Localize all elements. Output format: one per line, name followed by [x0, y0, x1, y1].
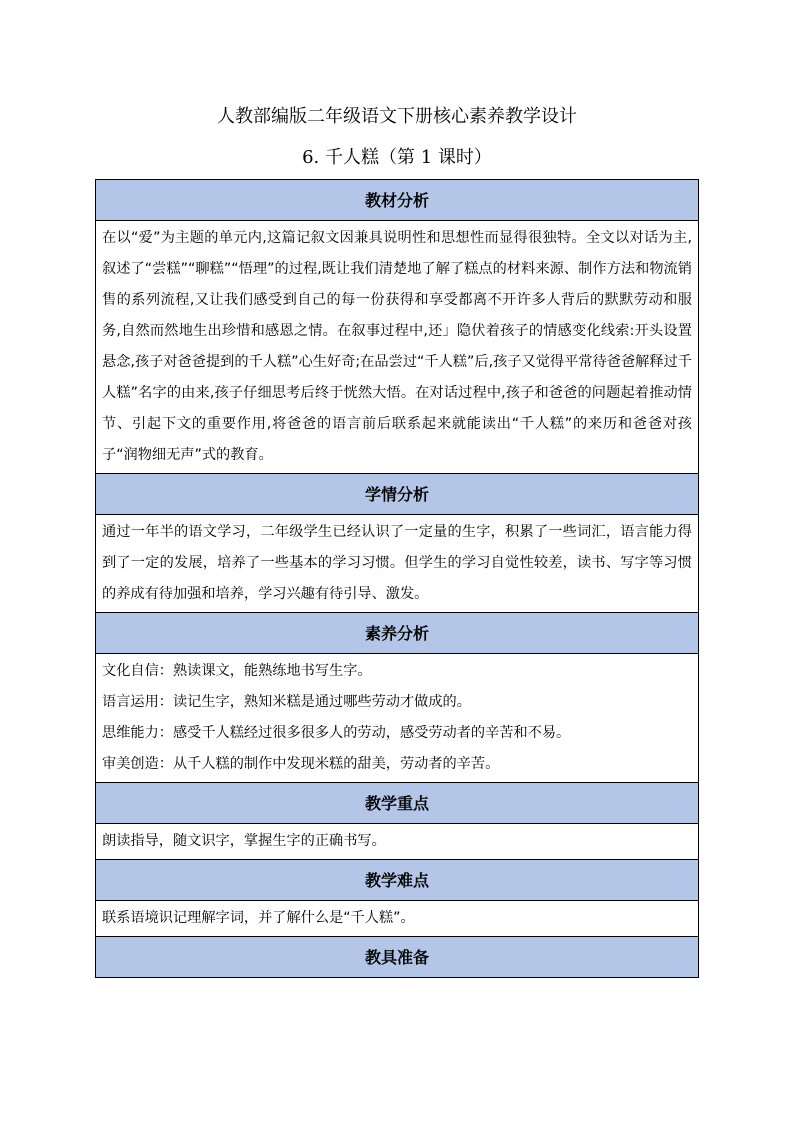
literacy-line-aesthetic: 审美创造：从千人糕的制作中发现米糕的甜美，劳动者的辛苦。	[102, 756, 500, 772]
literacy-line-culture: 文化自信：熟读课文，能熟练地书写生字。	[102, 663, 372, 679]
material-analysis-text: 在以“爱”为主题的单元内,这篇记叙文因兼具说明性和思想性而显得很独特。全文以对话为主,叙述了“尝糕”“聊糕”“悟理”的过程,既让我们清楚地了解了糕点的材料来源、制作方法和物流销售的系列流程,又让我们感受到自己的每一份获得和享受都离不开许多人背后的默默劳动和服务,自然而然地生出珍惜和感恩之情。在叙事过程中,还」隐伏着孩子的情感变化线索:开头设置悬念,孩子对爸爸提到的千人糕”心生好奇;在品尝过“千人糕”后,孩子又觉得平常待爸爸解释过千人糕”名字的由来,孩子仔细思考后终于恍然大悟。在对话过程中,孩子和爸爸的问题起着推动情节、引起下文的重要作用,将爸爸的语言前后联系起来就能读出“千人糕”的来历和爸爸对孩子“润物细无声”式的教育。	[96, 221, 699, 474]
student-analysis-text: 通过一年半的语文学习，二年级学生已经认识了一定量的生字，积累了一些词汇，语言能力得到了一定的发展，培养了一些基本的学习习惯。但学生的学习自觉性较差，读书、写字等习惯的养成有待加强和培养，学习兴趣有待引导、激发。	[96, 515, 699, 613]
difficulties-heading: 教学难点	[96, 860, 699, 901]
students-header-row	[96, 474, 699, 515]
students-body-row	[96, 515, 699, 613]
difficulties-text: 联系语境识记理解字词，并了解什么是“千人糕”。	[96, 901, 699, 937]
material-analysis-heading: 教材分析	[96, 180, 699, 221]
lesson-title: 6. 千人糕（第 1 课时）	[302, 147, 492, 168]
key-points-heading: 教学重点	[96, 783, 699, 824]
literacy-line-language: 语言运用：读记生字，熟知米糕是通过哪些劳动才做成的。	[102, 694, 471, 710]
literacy-body-row	[96, 654, 699, 783]
key-points-body-row	[96, 824, 699, 860]
tools-header-row	[96, 937, 699, 978]
difficulties-header-row	[96, 860, 699, 901]
teaching-tools-heading: 教具准备	[96, 937, 699, 978]
key-points-header-row	[96, 783, 699, 824]
material-header-row	[96, 180, 699, 221]
literacy-line-thinking: 思维能力：感受千人糕经过很多很多人的劳动，感受劳动者的辛苦和不易。	[102, 725, 571, 741]
literacy-analysis-body	[96, 654, 699, 783]
document-title: 人教部编版二年级语文下册核心素养教学设计	[217, 106, 577, 127]
lesson-plan-table	[95, 179, 699, 978]
material-body-row	[96, 221, 699, 474]
literacy-analysis-heading: 素养分析	[96, 613, 699, 654]
literacy-header-row	[96, 613, 699, 654]
difficulties-body-row	[96, 901, 699, 937]
key-points-text: 朗读指导，随文识字，掌握生字的正确书写。	[96, 824, 699, 860]
student-analysis-heading: 学情分析	[96, 474, 699, 515]
